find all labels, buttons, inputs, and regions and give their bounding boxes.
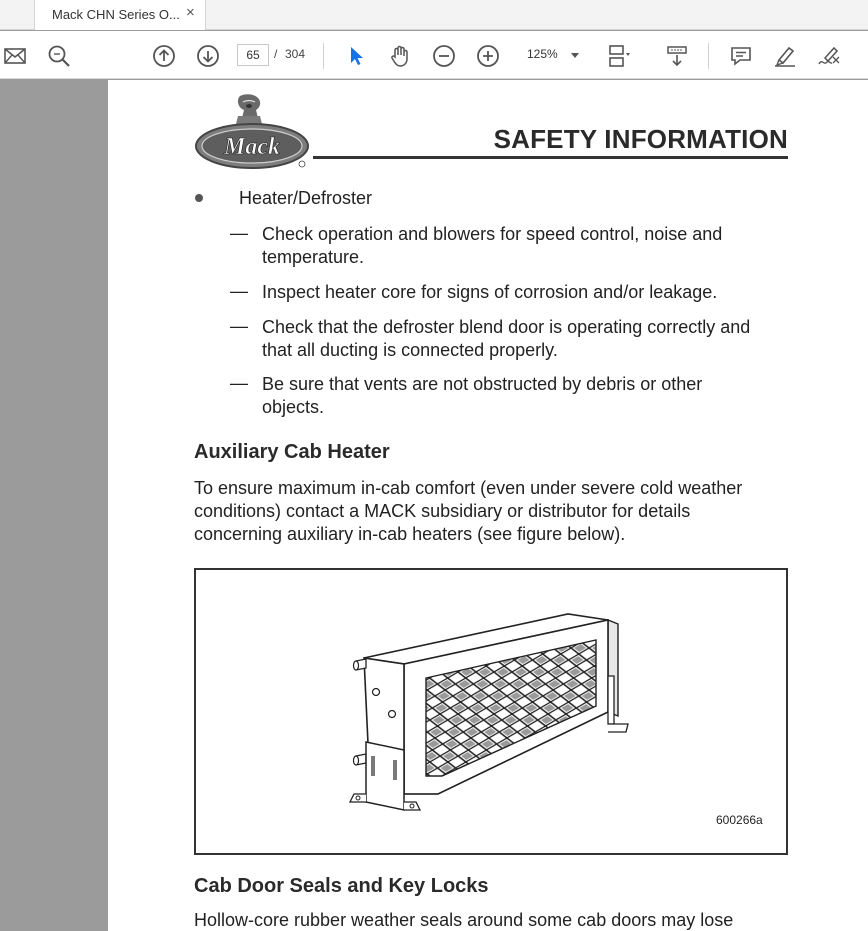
toolbar-divider [323,43,324,69]
list-item-line: Be sure that vents are not obstructed by debris or other [262,374,703,394]
next-page-icon[interactable] [195,43,221,69]
select-cursor-icon[interactable] [344,43,370,69]
title-rule [313,156,788,159]
bullet-heading: Heater/Defroster [239,188,373,208]
page-fit-icon[interactable] [606,43,632,69]
toolbar-divider [708,43,709,69]
tab-title: Mack CHN Series O... [52,7,180,22]
zoom-out-icon[interactable] [431,43,457,69]
subheading-aux-heater: Auxiliary Cab Heater [194,441,390,463]
page-separator: / [274,47,278,61]
figure-code: 600266a [716,813,763,827]
pdf-page [108,80,868,931]
mack-logo [194,94,312,170]
paragraph-line: To ensure maximum in-cab comfort (even under severe cold weather [194,478,743,498]
page-number-input[interactable]: 65 [237,44,269,66]
section-title: SAFETY INFORMATION [493,124,788,154]
zoom-level-select[interactable]: 125% [527,47,558,61]
list-item-line: Inspect heater core for signs of corrosion and/or leakage. [262,282,718,302]
email-icon[interactable] [2,43,28,69]
tab-bar [0,0,868,30]
list-item-line: Check that the defroster blend door is operating correctly and [262,317,751,337]
zoom-in-icon[interactable] [475,43,501,69]
heater-illustration [346,606,636,821]
list-item-line: Check operation and blowers for speed control, noise and [262,224,723,244]
paragraph-line: conditions) contact a MACK subsidiary or distributor for details [194,501,691,521]
paragraph-line: concerning auxiliary in-cab heaters (see figure below). [194,524,626,544]
dash-marker: — [230,316,248,336]
search-icon[interactable] [46,43,72,69]
close-icon[interactable]: × [186,4,195,21]
highlight-pen-icon[interactable] [772,43,798,69]
dash-marker: — [230,223,248,243]
dash-marker: — [230,373,248,393]
list-item-line: temperature. [262,247,365,267]
list-item [262,373,792,419]
list-item [262,316,792,362]
toolbar [0,31,868,79]
heater-figure [194,568,788,855]
hand-tool-icon[interactable] [387,43,413,69]
dash-marker: — [230,281,248,301]
logo-wordmark: Mack [224,134,280,160]
scroll-mode-icon[interactable] [664,43,690,69]
document-tab[interactable] [34,0,206,30]
list-item-line: that all ducting is connected properly. [262,340,558,360]
bullet-marker [195,194,203,202]
list-item [262,281,792,304]
sign-icon[interactable] [816,43,842,69]
list-item-line: objects. [262,397,325,417]
previous-page-icon[interactable] [151,43,177,69]
list-item [262,223,792,269]
subheading-door-seals: Cab Door Seals and Key Locks [194,875,489,897]
total-pages: 304 [285,47,306,61]
chevron-down-icon[interactable] [571,53,579,58]
comment-icon[interactable] [728,43,754,69]
paragraph-aux-heater [194,477,790,546]
paragraph-door-seals: Hollow-core rubber weather seals around some cab doors may lose [194,910,734,930]
